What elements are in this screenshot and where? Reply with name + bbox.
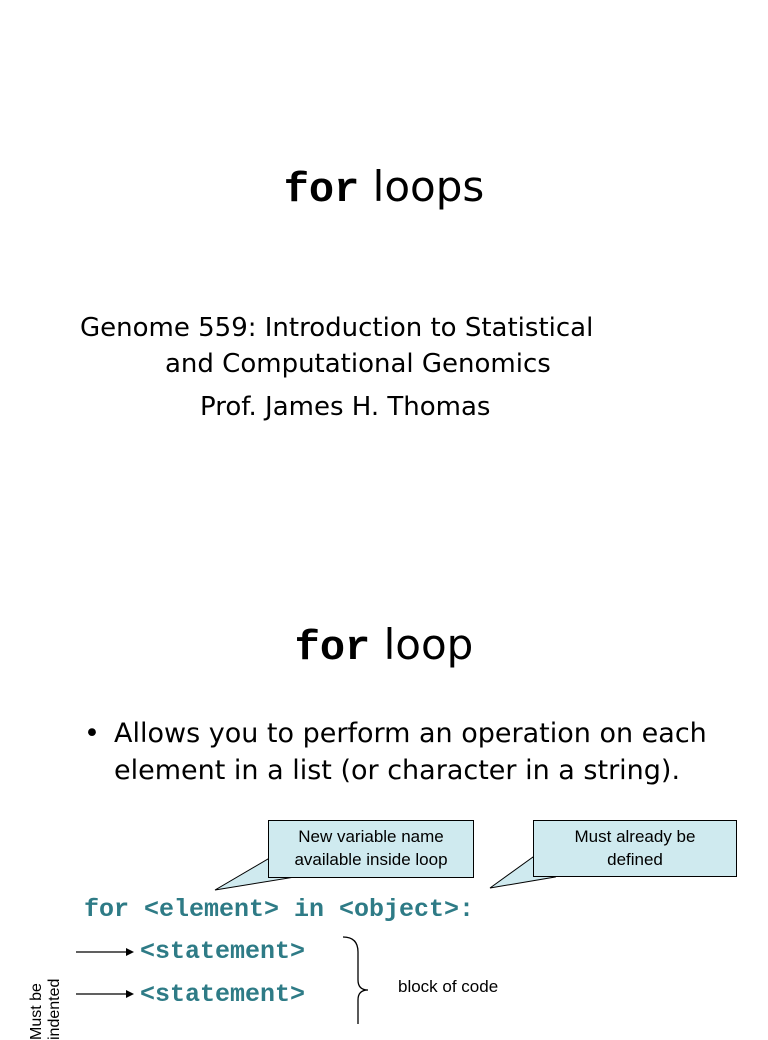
statement-line-1: <statement> bbox=[140, 937, 306, 966]
subtitle-line-2: and Computational Genomics bbox=[165, 349, 551, 379]
title-keyword: for bbox=[294, 624, 371, 672]
bullet-text: Allows you to perform an operation on each element in a list (or character in a string). bbox=[114, 718, 707, 786]
brace-label: block of code bbox=[398, 977, 499, 996]
subtitle-line-1: Genome 559: Introduction to Statistical bbox=[80, 313, 594, 343]
arrow-head-2 bbox=[126, 990, 134, 998]
callout-left-line-1: New variable name bbox=[298, 827, 444, 846]
arrow-head-1 bbox=[126, 948, 134, 956]
block-brace bbox=[343, 937, 368, 1024]
subtitle-line-3: Prof. James H. Thomas bbox=[200, 392, 491, 422]
callout-right-line-2: defined bbox=[607, 850, 663, 869]
for-syntax-line: for <element> in <object>: bbox=[84, 895, 475, 924]
title-keyword: for bbox=[283, 166, 360, 214]
title-rest: loop bbox=[370, 620, 474, 669]
indent-note-line-1: Must be bbox=[28, 983, 45, 1040]
statement-line-2: <statement> bbox=[140, 980, 306, 1009]
callout-left-line-2: available inside loop bbox=[294, 850, 448, 869]
callout-right-line-1: Must already be bbox=[574, 827, 696, 846]
callout-new-variable bbox=[268, 820, 474, 878]
indent-note bbox=[28, 979, 64, 1040]
indent-note-line-2: indented bbox=[46, 978, 63, 1040]
callout-must-be-defined bbox=[533, 820, 737, 877]
bullet-dot: • bbox=[84, 718, 100, 749]
title-rest: loops bbox=[359, 162, 485, 211]
